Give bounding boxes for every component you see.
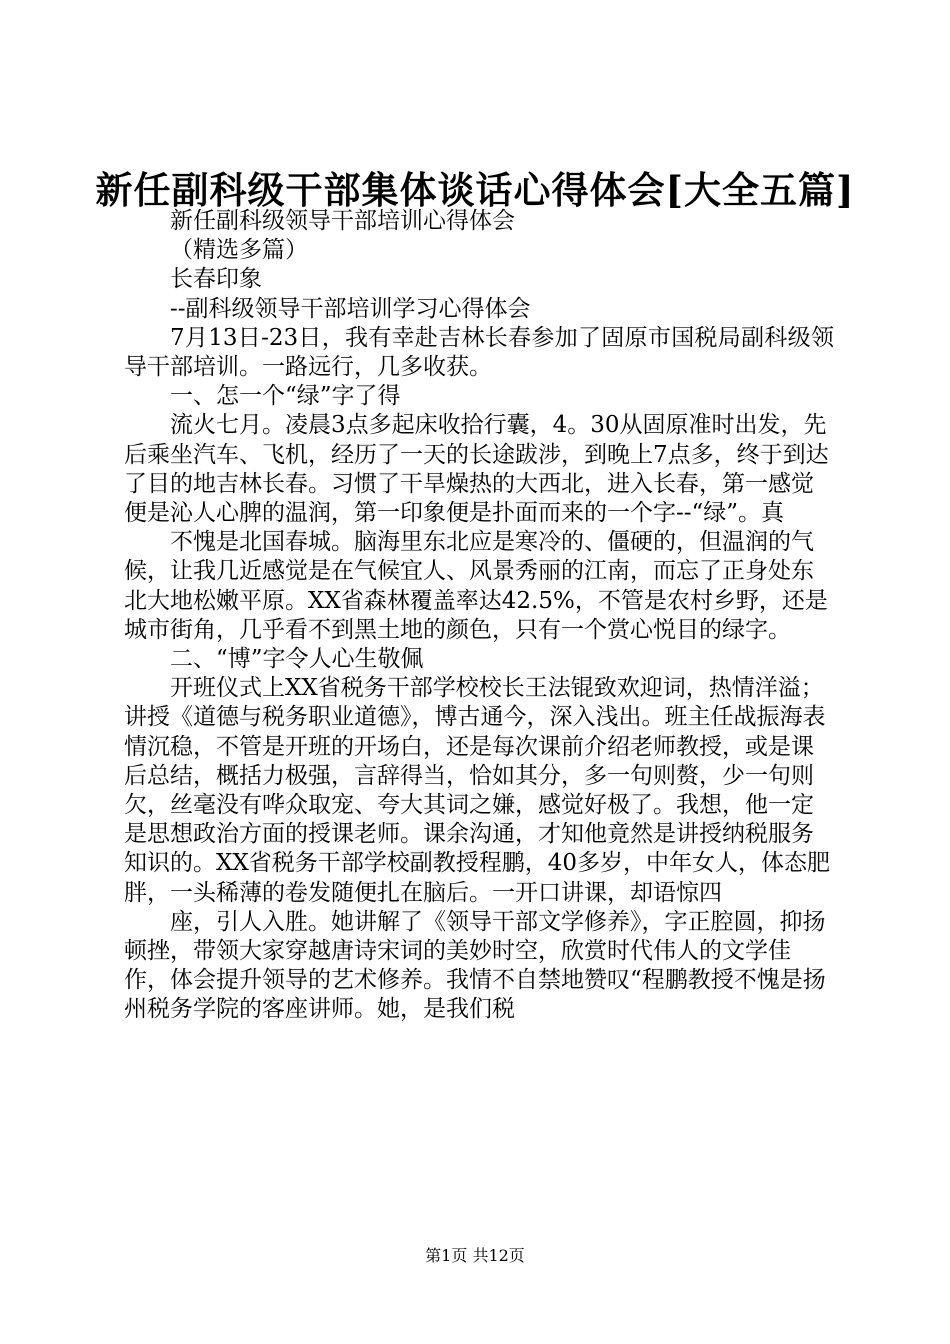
paragraph: 新任副科级领导干部培训心得体会 [170, 208, 515, 234]
page-footer: 第1页 共12页 [425, 1246, 525, 1265]
paragraph: 长春印象 [170, 266, 262, 293]
paragraph: --副科级领导干部培训学习心得体会 [170, 295, 531, 322]
paragraph: 7月13日-23日，我有幸赴吉林长春参加了固原市国税局副科级领导干部培训。一路远行，几多收获。 [124, 324, 834, 381]
document-title: 新任副科级干部集体谈话心得体会[大全五篇] [95, 168, 855, 212]
paragraph: 开班仪式上XX省税务干部学校校长王法锟致欢迎词，热情洋溢；讲授《道德与税务职业道德》，博古通今，深入浅出。班主任战振海表情沉稳，不管是开班的开场白，还是每次课前介绍老师教授，或是课后总结，概括力极强，言辞得当，恰如其分，多一句则赘，少一句则欠，丝毫没有哗众取宠、夸大其词之嫌，感觉好极了。我想，他一定是思想政治方面的授课老师。课余沟通，才知他竟然是讲授纳税服务知识的。XX省税务干部学校副教授程鹏，40多岁，中年女人，体态肥胖，一头稀薄的卷发随便扎在脑后。一开口讲课，却语惊四 [124, 675, 831, 906]
section-heading: 一、怎一个“绿”字了得 [170, 383, 401, 410]
paragraph: 流火七月。凌晨3点多起床收拾行囊，4。30从固原准时出发，先后乘坐汽车、飞机，经历了一天的长途跋涉，到晚上7点多，终于到达了目的地吉林长春。习惯了干旱燥热的大西北，进入长春，第一感觉便是沁人心脾的温润，第一印象便是扑面而来的一个字--“绿”。真 [124, 412, 829, 527]
document-body [124, 207, 834, 1025]
paragraph: 不愧是北国春城。脑海里东北应是寒冷的、僵硬的，但温润的气候，让我几近感觉是在气候宜人、风景秀丽的江南，而忘了正身处东北大地松嫩平原。XX省森林覆盖率达42.5%，不管是农村乡野，还是城市街角，几乎看不到黑土地的颜色，只有一个赏心悦目的绿字。 [124, 529, 828, 643]
section-heading: 二、“博”字令人心生敬佩 [170, 646, 424, 673]
paragraph: 座，引人入胜。她讲解了《领导干部文学修养》，字正腔圆，抑扬顿挫，带领大家穿越唐诗宋词的美妙时空，欣赏时代伟人的文学佳作，体会提升领导的艺术修养。我情不自禁地赞叹“程鹏教授不愧是扬州税务学院的客座讲师。她，是我们税 [124, 908, 826, 1023]
paragraph: （精选多篇） [170, 237, 308, 264]
